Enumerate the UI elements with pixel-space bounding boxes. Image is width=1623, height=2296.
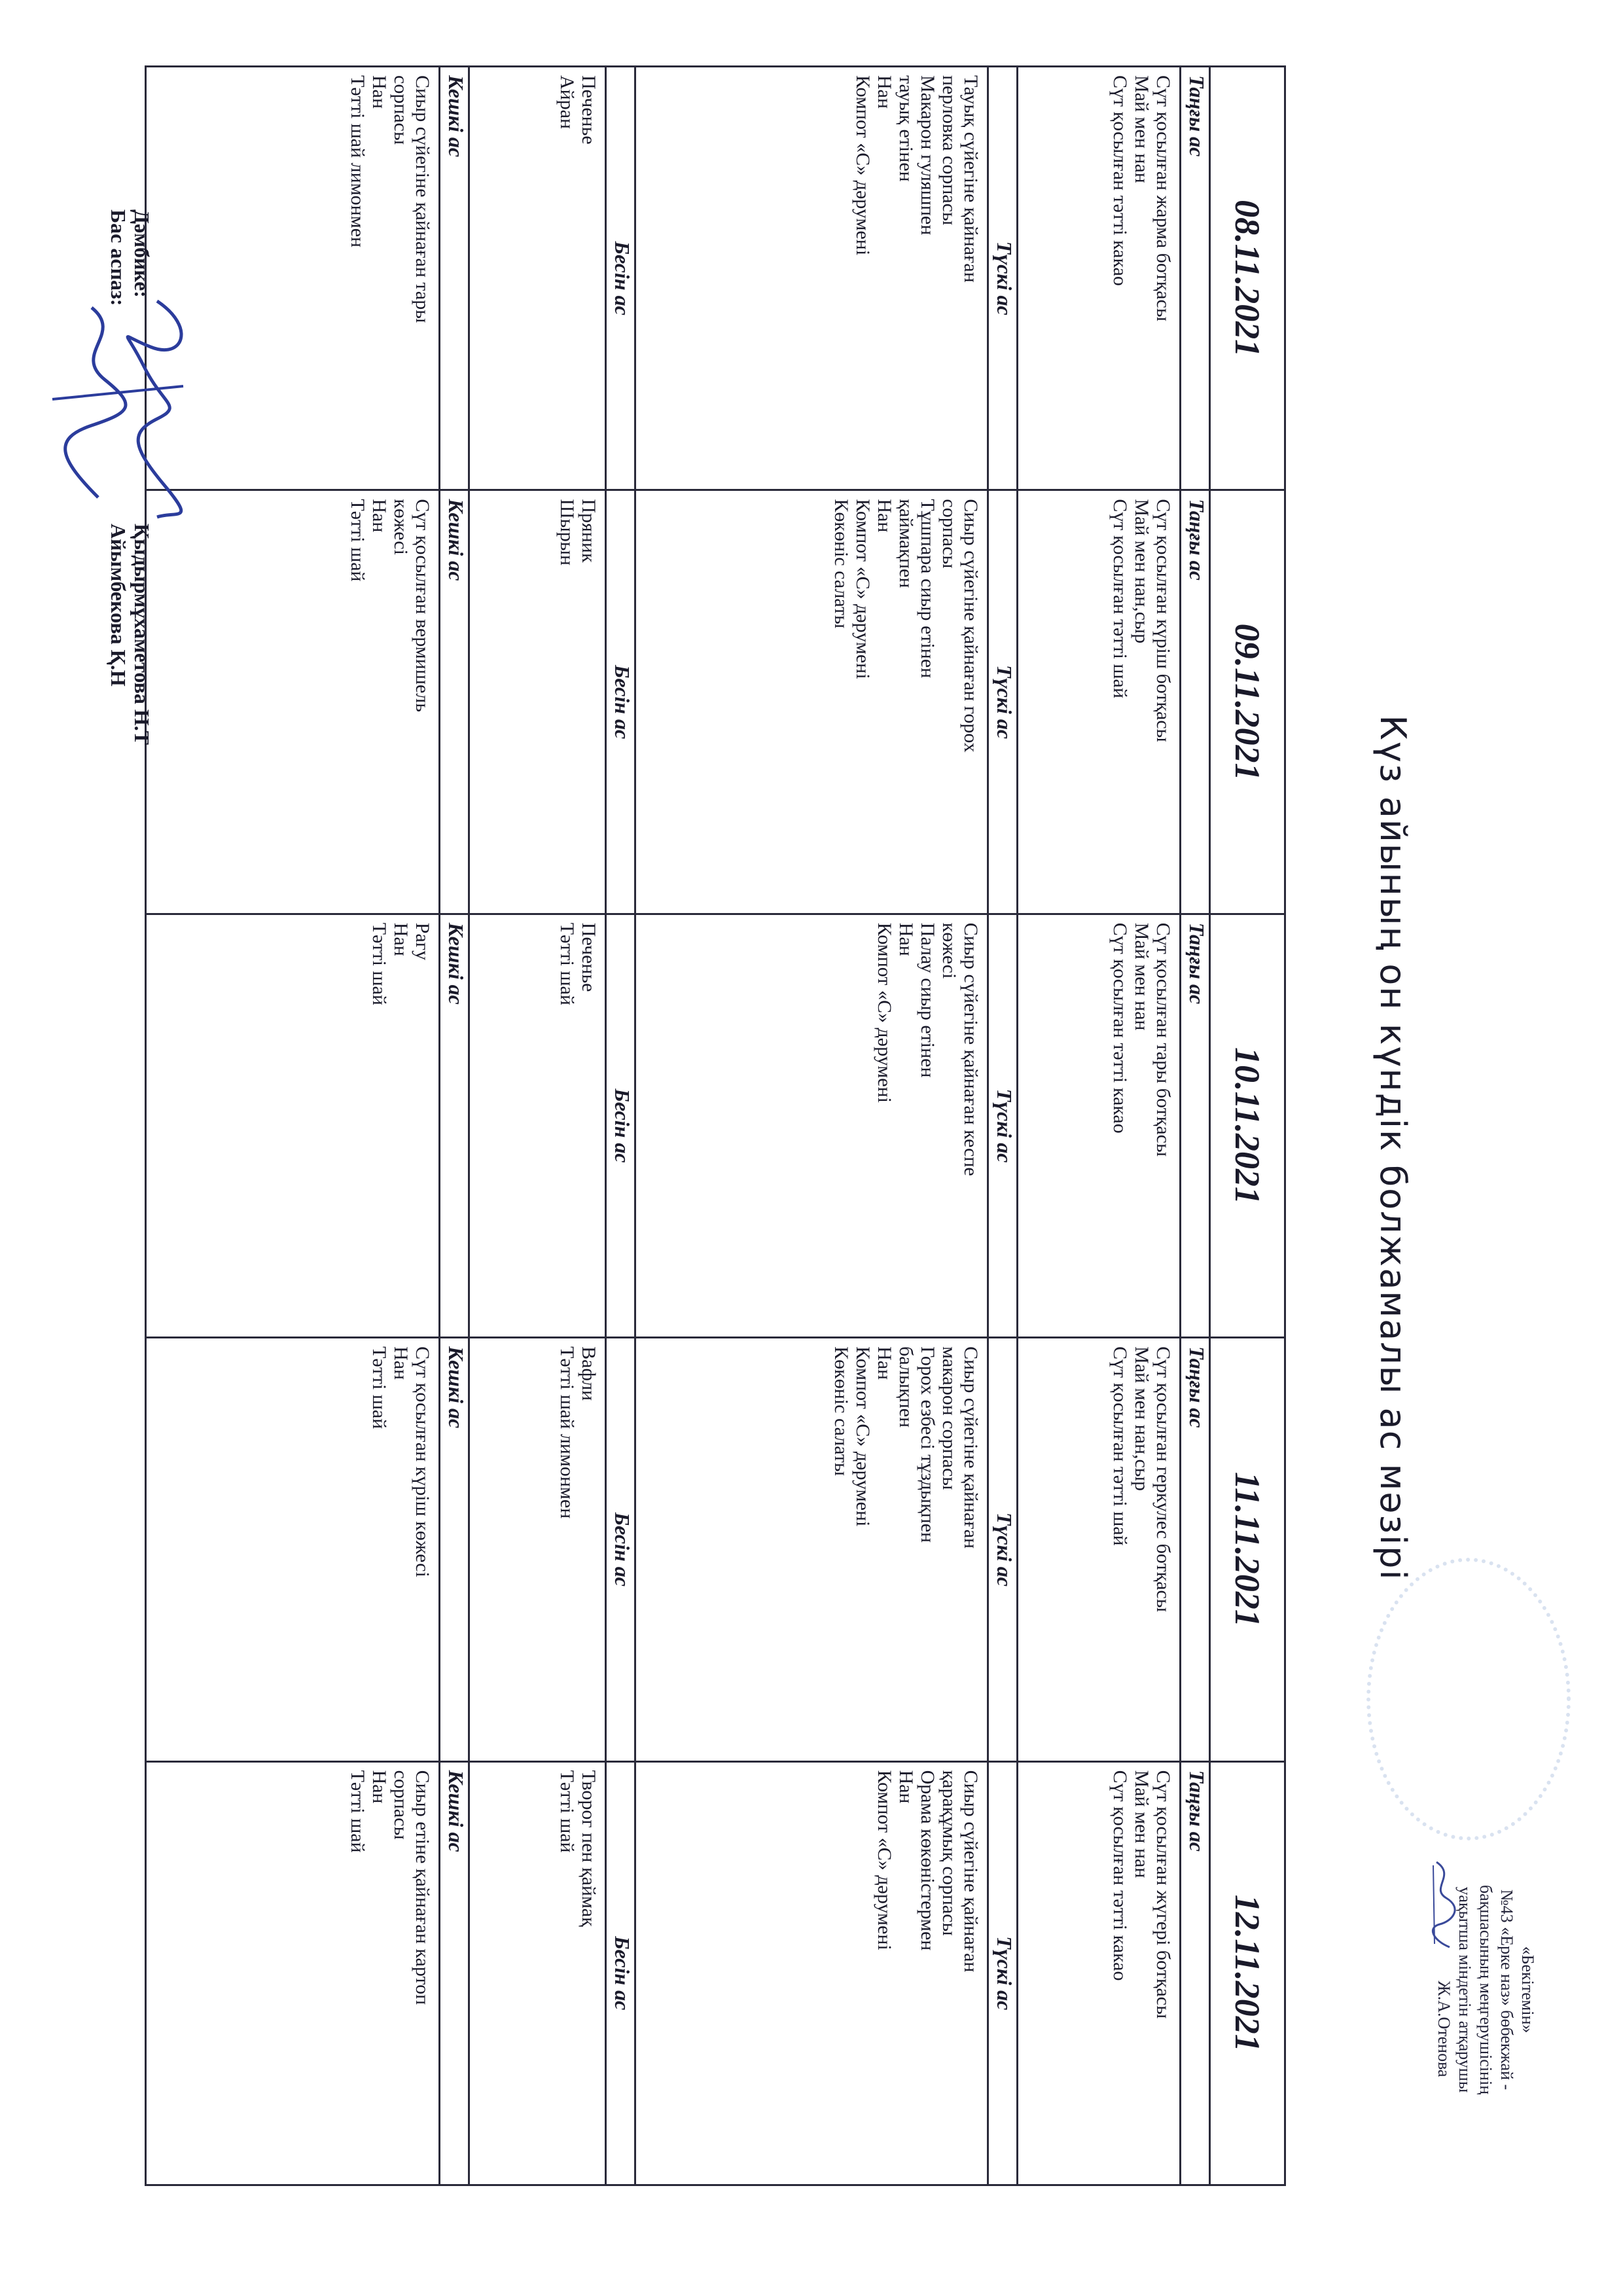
supper-label: Кешкі ас bbox=[440, 67, 469, 490]
menu-item: Тәтті шай bbox=[347, 499, 368, 582]
supper-cell bbox=[146, 1338, 440, 1761]
director-signature-line bbox=[1432, 1820, 1454, 2160]
lunch-items-row bbox=[635, 67, 988, 2185]
lunch-header-row bbox=[988, 67, 1018, 2185]
menu-item: Сүт қосылған күріш ботқасы bbox=[1152, 499, 1174, 742]
menu-table bbox=[145, 65, 1286, 2186]
menu-item: Май мен нан,сыр bbox=[1131, 1346, 1152, 1491]
menu-item: макарон сорпасы bbox=[938, 1346, 960, 1490]
menu-item: Сүт қосылған вермишель bbox=[412, 499, 433, 712]
supper-header-row bbox=[440, 67, 469, 2185]
snack-cell bbox=[469, 490, 606, 914]
snack-cell bbox=[469, 1338, 606, 1761]
menu-item: Сүт қосылған тары ботқасы bbox=[1152, 922, 1174, 1157]
lunch-label: Түскі ас bbox=[988, 490, 1018, 914]
menu-item: Нан bbox=[390, 1346, 412, 1380]
breakfast-cell bbox=[1018, 67, 1181, 490]
menu-item: Сиыр сүйегіне қайнаған bbox=[960, 1770, 982, 1973]
menu-item: Компот «С» дәрумені bbox=[852, 75, 874, 256]
lunch-cell bbox=[635, 67, 988, 490]
menu-item: Сүт қосылған жарма ботқасы bbox=[1152, 75, 1174, 322]
menu-item: Нан bbox=[390, 922, 412, 956]
approval-line: уақытша міндетін атқарушы bbox=[1455, 1886, 1474, 2093]
signature-block bbox=[107, 209, 154, 929]
menu-item: Май мен нан bbox=[1131, 922, 1152, 1031]
menu-item: Нан bbox=[368, 1770, 390, 1804]
supper-label: Кешкі ас bbox=[440, 490, 469, 914]
menu-item: Печенье bbox=[578, 75, 599, 145]
menu-item: Сиыр сүйегіне қайнаған bbox=[960, 1346, 982, 1549]
menu-item: Сиыр сүйегіне қайнаған тары bbox=[412, 75, 433, 323]
menu-item: Горох езбесі тұздықпен bbox=[917, 1346, 938, 1543]
lunch-cell bbox=[635, 1761, 988, 2185]
menu-item: Тәтті шай bbox=[368, 1346, 390, 1429]
menu-item: сорпасы bbox=[390, 1770, 412, 1840]
lunch-label: Түскі ас bbox=[988, 1338, 1018, 1761]
date-header: 09.11.2021 bbox=[1210, 490, 1285, 914]
menu-item: Сүт қосылған тәтті какао bbox=[1109, 75, 1131, 286]
menu-item: Май мен нан bbox=[1131, 75, 1152, 183]
menu-item: сорпасы bbox=[390, 75, 412, 145]
breakfast-items-row bbox=[1018, 67, 1181, 2185]
menu-item: Тәтті шай лимонмен bbox=[556, 1346, 578, 1519]
menu-item: Сүт қосылған тәтті какао bbox=[1109, 922, 1131, 1134]
menu-item: Компот «С» дәрумені bbox=[852, 1346, 874, 1527]
date-header: 11.11.2021 bbox=[1210, 1338, 1285, 1761]
menu-item: Сиыр сүйегіне қайнаған кеспе bbox=[960, 922, 982, 1176]
supper-cell bbox=[146, 1761, 440, 2185]
menu-item: Творог пен қаймақ bbox=[578, 1770, 599, 1927]
menu-item: балықпен bbox=[895, 1346, 917, 1428]
menu-item: Нан bbox=[368, 499, 390, 533]
director-signature-icon bbox=[1427, 1859, 1459, 1950]
menu-item: Нан bbox=[874, 499, 895, 533]
menu-item: Компот «С» дәрумені bbox=[874, 922, 895, 1103]
menu-item: перловка сорпасы bbox=[938, 75, 960, 226]
breakfast-label: Таңғы ас bbox=[1181, 67, 1210, 490]
menu-item: Нан bbox=[895, 1770, 917, 1804]
supper-label: Кешкі ас bbox=[440, 914, 469, 1337]
menu-item: Макарон гуляшпен bbox=[917, 75, 938, 236]
menu-item: Сүт қосылған тәтті шай bbox=[1109, 1346, 1131, 1546]
approval-block bbox=[1432, 1820, 1538, 2160]
menu-item: қарақұмық сорпасы bbox=[938, 1770, 960, 1936]
menu-item: сорпасы bbox=[938, 499, 960, 569]
menu-item: Май мен нан bbox=[1131, 1770, 1152, 1878]
lunch-cell bbox=[635, 1338, 988, 1761]
menu-item: Май мен нан,сыр bbox=[1131, 499, 1152, 644]
date-row bbox=[1210, 67, 1285, 2185]
menu-item: тауық етінен bbox=[895, 75, 917, 182]
approval-line: «Бекітемін» bbox=[1518, 1946, 1537, 2034]
approval-line: бақшасының меңгерушісінің bbox=[1476, 1884, 1495, 2095]
signature-role: Бас аспаз: bbox=[107, 209, 130, 306]
signature-row-cook-assistant bbox=[130, 209, 154, 929]
lunch-cell bbox=[635, 914, 988, 1337]
supper-cell bbox=[146, 914, 440, 1337]
director-name: Ж.А.Отенова bbox=[1435, 1981, 1454, 2077]
menu-item: Нан bbox=[895, 922, 917, 956]
date-header: 10.11.2021 bbox=[1210, 914, 1285, 1337]
menu-item: Нан bbox=[874, 1346, 895, 1380]
snack-label: Бесін ас bbox=[606, 1761, 635, 2185]
menu-item: қаймақпен bbox=[895, 499, 917, 588]
signature-role: Дәмбике: bbox=[130, 209, 154, 298]
breakfast-header-row bbox=[1181, 67, 1210, 2185]
breakfast-cell bbox=[1018, 914, 1181, 1337]
menu-item: Сиыр сүйегіне қайнаған горох bbox=[960, 499, 982, 753]
menu-item: Тәтті шай bbox=[368, 922, 390, 1005]
menu-item: Компот «С» дәрумені bbox=[874, 1770, 895, 1950]
menu-item: Тәтті шай bbox=[556, 1770, 578, 1853]
menu-item: көжесі bbox=[938, 922, 960, 979]
snack-label: Бесін ас bbox=[606, 67, 635, 490]
supper-label: Кешкі ас bbox=[440, 1338, 469, 1761]
menu-item: Вафли bbox=[578, 1346, 599, 1401]
menu-item: Рагу bbox=[412, 922, 433, 961]
signature-name: Қыдырмұхаметова Н.Т bbox=[130, 524, 154, 745]
signature-name: Айымбекова Қ.Н bbox=[107, 524, 130, 687]
menu-item: Тұшпара сиыр етінен bbox=[917, 499, 938, 679]
lunch-cell bbox=[635, 490, 988, 914]
breakfast-cell bbox=[1018, 1761, 1181, 2185]
menu-item: Тауық сүйегіне қайнаған bbox=[960, 75, 982, 283]
menu-item: Печенье bbox=[578, 922, 599, 992]
lunch-label: Түскі ас bbox=[988, 67, 1018, 490]
breakfast-label: Таңғы ас bbox=[1181, 490, 1210, 914]
menu-item: Сүт қосылған тәтті какао bbox=[1109, 1770, 1131, 1981]
menu-item: көжесі bbox=[390, 499, 412, 556]
menu-item: Сүт қосылған күріш көжесі bbox=[412, 1346, 433, 1577]
menu-item: Көкөніс салаты bbox=[830, 499, 852, 629]
menu-item: Компот «С» дәрумені bbox=[852, 499, 874, 679]
supper-cell bbox=[146, 490, 440, 914]
page-title: Күз айының он күндік болжамалы ас мәзірі bbox=[1372, 715, 1414, 1581]
snack-cell bbox=[469, 914, 606, 1337]
supper-label: Кешкі ас bbox=[440, 1761, 469, 2185]
lunch-label: Түскі ас bbox=[988, 914, 1018, 1337]
menu-item: Тәтті шай bbox=[556, 922, 578, 1005]
signature-row-head-cook bbox=[107, 209, 130, 929]
snack-label: Бесін ас bbox=[606, 490, 635, 914]
snack-items-row bbox=[469, 67, 606, 2185]
menu-item: Сиыр етіне қайнаған картоп bbox=[412, 1770, 433, 2005]
menu-item: Айран bbox=[556, 75, 578, 130]
menu-item: Нан bbox=[368, 75, 390, 109]
snack-cell bbox=[469, 1761, 606, 2185]
menu-item: Сүт қосылған жүгері ботқасы bbox=[1152, 1770, 1174, 2019]
menu-item: Тәтті шай лимонмен bbox=[347, 75, 368, 248]
breakfast-label: Таңғы ас bbox=[1181, 1761, 1210, 2185]
date-header: 12.11.2021 bbox=[1210, 1761, 1285, 2185]
snack-cell bbox=[469, 67, 606, 490]
menu-item: Пряник bbox=[578, 499, 599, 563]
menu-item: Шырын bbox=[556, 499, 578, 566]
breakfast-label: Таңғы ас bbox=[1181, 1338, 1210, 1761]
approval-line: №43 «Ерке наз» бөбекжай - bbox=[1497, 1889, 1516, 2090]
menu-item: Көкөніс салаты bbox=[830, 1346, 852, 1476]
snack-header-row bbox=[606, 67, 635, 2185]
lunch-label: Түскі ас bbox=[988, 1761, 1018, 2185]
menu-item: Нан bbox=[874, 75, 895, 109]
snack-label: Бесін ас bbox=[606, 914, 635, 1337]
breakfast-label: Таңғы ас bbox=[1181, 914, 1210, 1337]
breakfast-cell bbox=[1018, 490, 1181, 914]
menu-item: Сүт қосылған геркулес ботқасы bbox=[1152, 1346, 1174, 1612]
menu-item: Сүт қосылған тәтті шай bbox=[1109, 499, 1131, 698]
menu-item: Тәтті шай bbox=[347, 1770, 368, 1853]
date-header: 08.11.2021 bbox=[1210, 67, 1285, 490]
snack-label: Бесін ас bbox=[606, 1338, 635, 1761]
breakfast-cell bbox=[1018, 1338, 1181, 1761]
menu-item: Палау сиыр етінен bbox=[917, 922, 938, 1078]
menu-item: Орама көкөністермен bbox=[917, 1770, 938, 1951]
